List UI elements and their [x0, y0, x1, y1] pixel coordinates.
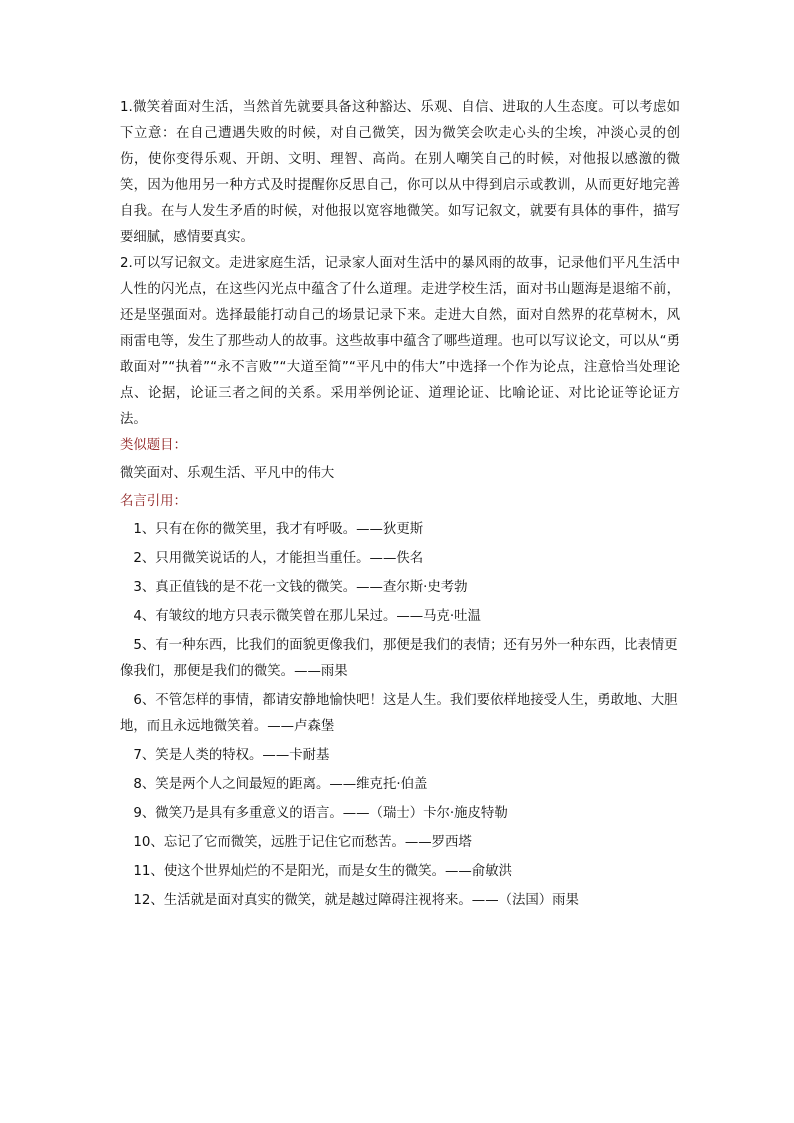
quote-item: 10、忘记了它而微笑，远胜于记住它而愁苦。——罗西塔 — [133, 835, 472, 850]
quote-item: 1、只有在你的微笑里，我才有呼吸。——狄更斯 — [133, 522, 424, 537]
similar-topics-heading: 类似题目： — [120, 438, 187, 453]
quotes-heading: 名言引用： — [120, 494, 187, 509]
quote-item: 2、只用微笑说话的人，才能担当重任。——佚名 — [133, 551, 424, 566]
quote-item: 12、生活就是面对真实的微笑，就是越过障碍注视将来。——（法国）雨果 — [133, 893, 579, 908]
quote-item: 4、有皱纹的地方只表示微笑曾在那儿呆过。——马克·吐温 — [133, 609, 481, 624]
quote-item: 7、笑是人类的特权。——卡耐基 — [133, 748, 330, 763]
quote-item: 6、不管怎样的事情，都请安静地愉快吧！这是人生。我们要依样地接受人生，勇敢地、大胆地，而且永远地微笑着。——卢森堡 — [120, 693, 678, 734]
document-page — [120, 95, 680, 917]
quote-item: 9、微笑乃是具有多重意义的语言。——（瑞士）卡尔·施皮特勒 — [133, 806, 508, 821]
similar-topics-text: 微笑面对、乐观生活、平凡中的伟大 — [120, 466, 335, 481]
quote-item: 5、有一种东西，比我们的面貌更像我们，那便是我们的表情；还有另外一种东西，比表情更像我们，那便是我们的微笑。——雨果 — [120, 638, 678, 679]
paragraph-1: 1.微笑着面对生活，当然首先就要具备这种豁达、乐观、自信、进取的人生态度。可以考虑如下立意：在自己遭遇失败的时候，对自己微笑，因为微笑会吹走心头的尘埃，冲淡心灵的创伤，使你变得乐观、开朗、文明、理智、高尚。在别人嘲笑自己的时候，对他报以感激的微笑，因为他用另一种方式及时提醒你反思自己，你可以从中得到启示或教训，从而更好地完善自我。在与人发生矛盾的时候，对他报以宽容地微笑。如写记叙文，就要有具体的事件，描写要细腻，感情要真实。 — [120, 100, 680, 245]
quotes-list — [120, 517, 680, 914]
paragraph-2: 2.可以写记叙文。走进家庭生活，记录家人面对生活中的暴风雨的故事，记录他们平凡生活中人性的闪光点，在这些闪光点中蕴含了什么道理。走进学校生活，面对书山题海是退缩不前，还是坚强面对。选择最能打动自己的场景记录下来。走进大自然，面对自然界的花草树木，风雨雷电等，发生了那些动人的故事。这些故事中蕴含了哪些道理。也可以写议论文，可以从“勇敢面对”“执着”“永不言败”“大道至简”“平凡中的伟大”中选择一个作为论点，注意恰当处理论点、论据，论证三者之间的关系。采用举例论证、道理论证、比喻论证、对比论证等论证方法。 — [120, 256, 680, 427]
quote-item: 3、真正值钱的是不花一文钱的微笑。——查尔斯·史考勃 — [133, 580, 468, 595]
quote-item: 8、笑是两个人之间最短的距离。——维克托·伯盖 — [133, 777, 428, 792]
quote-item: 11、使这个世界灿烂的不是阳光，而是女生的微笑。——俞敏洪 — [133, 864, 512, 879]
